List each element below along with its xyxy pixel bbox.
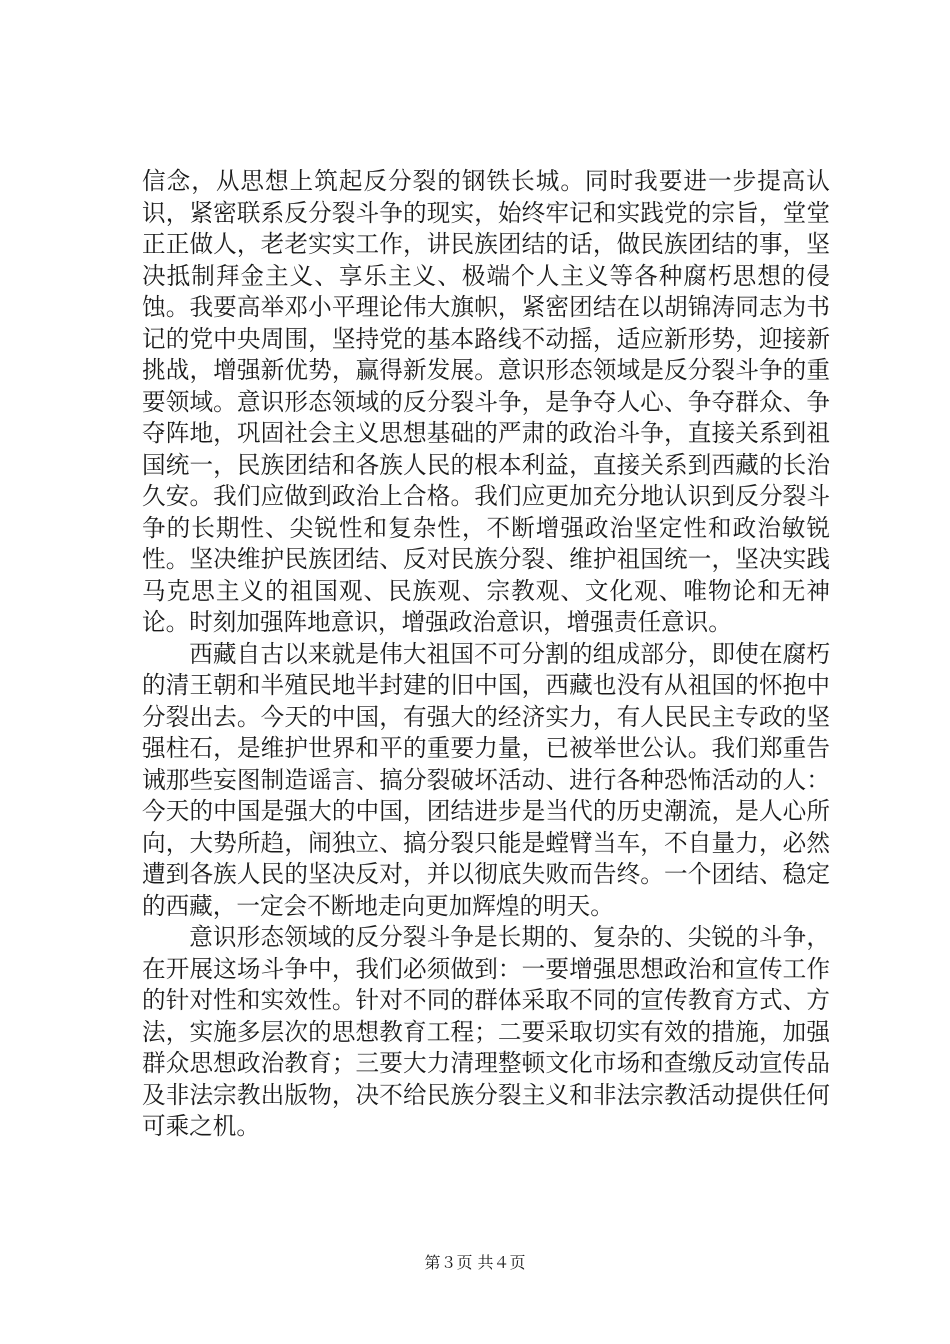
paragraph-2: 西藏自古以来就是伟大祖国不可分割的组成部分，即使在腐朽的清王朝和半殖民地半封建的旧中国，西藏也没有从祖国的怀抱中分裂出去。今天的中国，有强大的经济实力，有人民民主专政的坚强柱石，是维护世界和平的重要力量，已被举世公认。我们郑重告诫那些妄图制造谣言、搞分裂破坏活动、进行各种恐怖活动的人：今天的中国是强大的中国，团结进步是当代的历史潮流，是人心所向，大势所趋，闹独立、搞分裂只能是螳臂当车，不自量力，必然遭到各族人民的坚决反对，并以彻底失败而告终。一个团结、稳定的西藏，一定会不断地走向更加辉煌的明天。	[142, 639, 830, 920]
paragraph-3: 意识形态领域的反分裂斗争是长期的、复杂的、尖锐的斗争，在开展这场斗争中，我们必须做到：一要增强思想政治和宣传工作的针对性和实效性。针对不同的群体采取不同的宣传教育方式、方法，实施多层次的思想教育工程；二要采取切实有效的措施，加强群众思想政治教育；三要大力清理整顿文化市场和查缴反动宣传品及非法宗教出版物，决不给民族分裂主义和非法宗教活动提供任何可乘之机。	[142, 923, 830, 1140]
document-body	[142, 166, 830, 1143]
page-number-footer: 第３页 共４页	[424, 1253, 526, 1272]
paragraph-1: 信念，从思想上筑起反分裂的钢铁长城。同时我要进一步提高认识，紧密联系反分裂斗争的现实，始终牢记和实践党的宗旨，堂堂正正做人，老老实实工作，讲民族团结的话，做民族团结的事，坚决抵制拜金主义、享乐主义、极端个人主义等各种腐朽思想的侵蚀。我要高举邓小平理论伟大旗帜，紧密团结在以胡锦涛同志为书记的党中央周围，坚持党的基本路线不动摇，适应新形势，迎接新挑战，增强新优势，赢得新发展。意识形态领域是反分裂斗争的重要领域。意识形态领域的反分裂斗争，是争夺人心、争夺群众、争夺阵地，巩固社会主义思想基础的严肃的政治斗争，直接关系到祖国统一，民族团结和各族人民的根本利益，直接关系到西藏的长治久安。我们应做到政治上合格。我们应更加充分地认识到反分裂斗争的长期性、尖锐性和复杂性，不断增强政治坚定性和政治敏锐性。坚决维护民族团结、反对民族分裂、维护祖国统一，坚决实践马克思主义的祖国观、民族观、宗教观、文化观、唯物论和无神论。时刻加强阵地意识，增强政治意识，增强责任意识。	[142, 167, 830, 636]
